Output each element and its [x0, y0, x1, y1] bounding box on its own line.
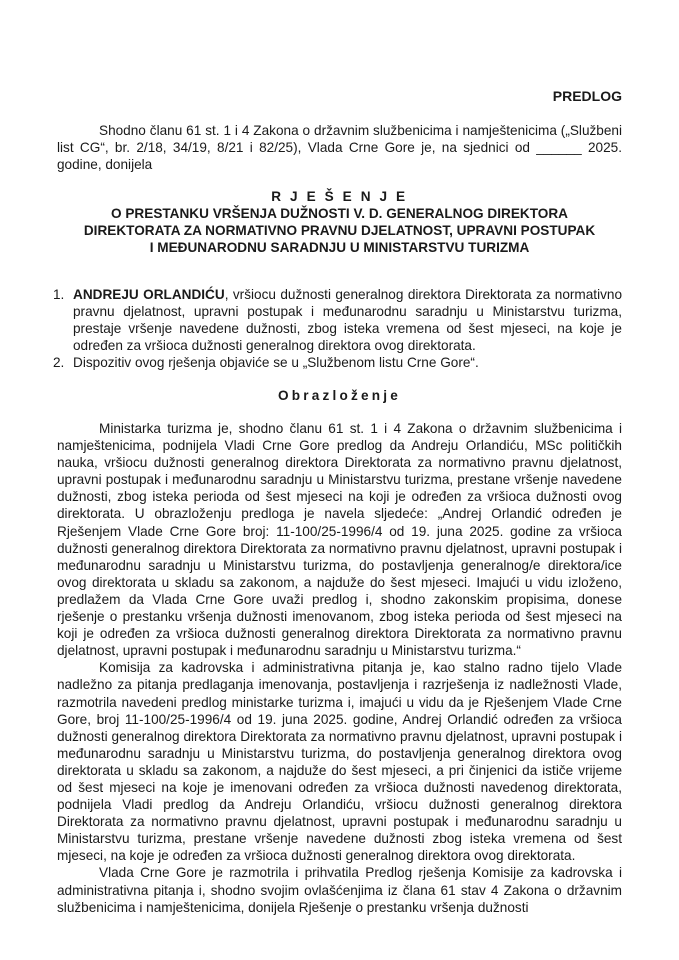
item-text: , vršiocu dužnosti generalnog direktora Direktorata za normativno pravnu djelatnost, upravni postupak i međunarodnu saradnju u Ministarstvu turizma, prestaje vršenje navedene dužnosti, zbog isteka vremena od šest mjeseci, na koje je određen za vršioca dužnosti generalnog direktora ovog direktorata.: [73, 287, 623, 354]
item-number: 2.: [53, 355, 65, 371]
explanation-body: [57, 420, 622, 916]
explanation-paragraph: Ministarka turizma je, shodno članu 61 st. 1 i 4 Zakona o državnim službenicima i namještenicima, podnijela Vladi Crne Gore predlog da Andreju Orlandiću, MSc političkih nauka, vršiocu dužnosti generalnog direktora Direktorata za normativno pravnu djelatnost, upravni postupak i međunarodnu saradnju u Ministarstvu turizma, prestane vršenje navedene dužnosti, zbog isteka perioda od šest mjeseci na koji je određen za vršioca dužnosti ovog direktorata. U obrazloženju predloga je navela sljedeće: „Andrej Orlandić određen je Rješenjem Vlade Crne Gore broj: 11-100/25-1996/4 od 19. juna 2025. godine za vršioca dužnosti generalnog direktora Direktorata za normativno pravnu djelatnost, upravni postupak i međunarodnu saradnju u Ministarstvu turizma, do postavljenja generalnog/e direktora/ice ovog direktorata u skladu sa zakonom, a najduže do šest mjeseci. Imajući u vidu izloženo, predlažem da Vlada Crne Gore uvaži predlog i, shodno zakonskim propisima, donese rješenje o prestanku vršenja dužnosti imenovanom, zbog isteka perioda od šest mjeseci na koji je određen za vršioca dužnosti generalnog direktora Direktorata za normativno pravnu djelatnost, upravni postupak i međunarodnu saradnju u Ministarstvu turizma.“: [57, 421, 622, 659]
explanation-paragraph: Komisija za kadrovska i administrativna pitanja je, kao stalno radno tijelo Vlade nadležno za pitanja predlaganja imenovanja, postavljenja i razrješenja iz nadležnosti Vlade, razmotrila navedeni predlog ministarke turizma i, imajući u vidu da je Rješenjem Vlade Crne Gore, broj 11-100/25-1996/4 od 19. juna 2025. godine, Andrej Orlandić određen za vršioca dužnosti generalnog direktora Direktorata za normativno pravnu djelatnost, upravni postupak i međunarodnu saradnju u Ministarstvu turizma, do postavljenja generalnog direktora ovog direktorata u skladu sa zakonom, a najduže do šest mjeseci, a pri činjenici da ističe vrijeme od šest mjeseci na koje je imenovani određen za vršioca dužnosti navedenog direktorata, podnijela Vladi predlog da Andreju Orlandiću, vršiocu dužnosti generalnog direktora Direktorata za normativno pravnu djelatnost, upravni postupak i međunarodnu saradnju u Ministarstvu turizma, prestane vršenje navedene dužnosti zbog isteka vremena od šest mjeseci, na koje je određen za vršioca dužnosti generalnog direktora ovog direktorata.: [57, 660, 622, 864]
intro-paragraph: Shodno članu 61 st. 1 i 4 Zakona o državnim službenicima i namještenicima („Službeni list CG“, br. 2/18, 34/19, 8/21 i 82/25), Vlada Crne Gore je, na sjednici od ______ 2025. godine, donijela: [57, 123, 622, 173]
explanation-heading: Obrazloženje: [277, 388, 401, 403]
decision-title-line: O PRESTANKU VRŠENJA DUŽNOSTI V. D. GENERALNOG DIREKTORA: [111, 206, 568, 221]
decision-heading: R J E Š E N J E: [271, 189, 408, 204]
explanation-paragraph: Vlada Crne Gore je razmotrila i prihvatila Predlog rješenja Komisije za kadrovska i administrativna pitanja i, shodno svojim ovlašćenjima iz člana 61 stav 4 Zakona o državnim službenicima i namještenicima, donijela Rješenje o prestanku vršenja dužnosti: [57, 865, 622, 915]
decision-item: [53, 354, 622, 371]
decision-title: [47, 188, 632, 256]
decision-items: [53, 286, 622, 371]
decision-title-line: I MEĐUNARODNU SARADNJU U MINISTARSTVU TURIZMA: [149, 240, 530, 255]
document-label: PREDLOG: [552, 88, 622, 104]
decision-item: [53, 286, 622, 354]
person-name: ANDREJU ORLANDIĆU: [73, 287, 225, 302]
item-text: Dispozitiv ovog rješenja objaviće se u „Službenom listu Crne Gore“.: [73, 355, 479, 371]
item-number: 1.: [53, 287, 65, 302]
decision-title-line: DIREKTORATA ZA NORMATIVNO PRAVNU DJELATNOST, UPRAVNI POSTUPAK: [83, 223, 596, 238]
